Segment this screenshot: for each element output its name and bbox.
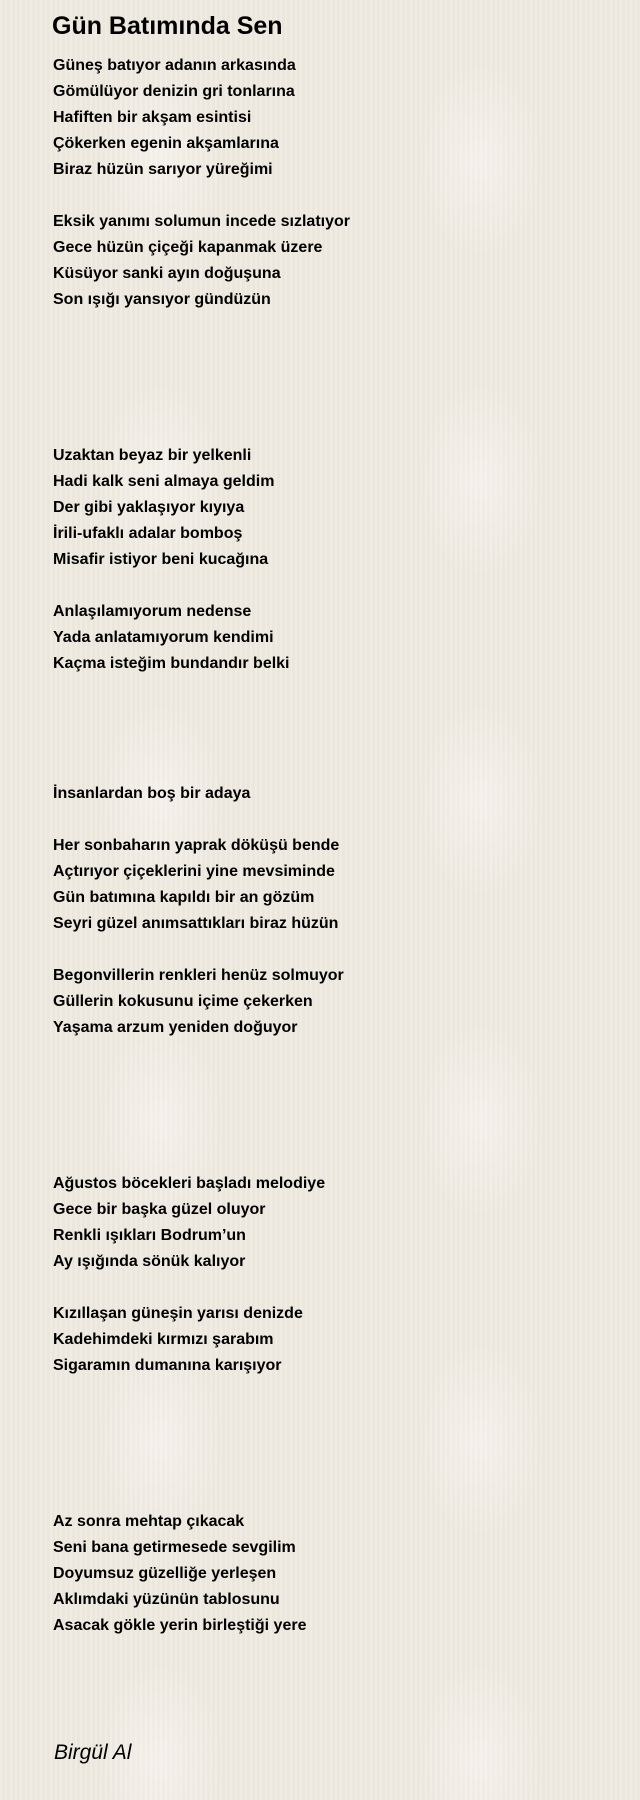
poem-line: Der gibi yaklaşıyor kıyıya — [53, 499, 245, 516]
poem-line: Kızıllaşan güneşin yarısı denizde — [53, 1305, 303, 1322]
poem-line: Asacak gökle yerin birleştiği yere — [53, 1617, 307, 1634]
stanza — [53, 781, 613, 807]
poem-line: Ay ışığında sönük kalıyor — [53, 1253, 246, 1270]
stanza-break — [53, 573, 613, 599]
stanza — [53, 209, 613, 313]
poem-line: Kaçma isteğim bundandır belki — [53, 655, 290, 672]
poem-line: Ağustos böcekleri başladı melodiye — [53, 1175, 326, 1192]
stanza-break — [53, 365, 613, 391]
stanza-break — [53, 391, 613, 417]
poem-line: Uzaktan beyaz bir yelkenli — [53, 447, 252, 464]
stanza-break — [53, 729, 613, 755]
stanza-break — [53, 1405, 613, 1431]
stanza-break — [53, 339, 613, 365]
poem-line: Renkli ışıkları Bodrum’un — [53, 1227, 246, 1244]
poem-line: Güllerin kokusunu içime çekerken — [53, 993, 313, 1010]
stanza-break — [53, 1275, 613, 1301]
poem-line: Az sonra mehtap çıkacak — [53, 1513, 245, 1530]
stanza-break — [53, 1067, 613, 1093]
poem-line: Çökerken egenin akşamlarına — [53, 135, 279, 152]
poem-line: Hafiften bir akşam esintisi — [53, 109, 252, 126]
stanza — [53, 1509, 613, 1639]
poem-line: Açtırıyor çiçeklerini yine mevsiminde — [53, 863, 335, 880]
stanza-break — [53, 677, 613, 703]
poem-line: İnsanlardan boş bir adaya — [53, 785, 251, 802]
stanza — [53, 1171, 613, 1275]
stanza-break — [53, 417, 613, 443]
poem-line: Gece bir başka güzel oluyor — [53, 1201, 266, 1218]
poem-line: Doyumsuz güzelliğe yerleşen — [53, 1565, 277, 1582]
poem-line: Gün batımına kapıldı bir an gözüm — [53, 889, 315, 906]
stanza-break — [53, 1457, 613, 1483]
stanza-break — [53, 1483, 613, 1509]
stanza-break — [53, 1379, 613, 1405]
poem-body — [53, 53, 613, 1639]
stanza-break — [53, 313, 613, 339]
poem-line: Son ışığı yansıyor gündüzün — [53, 291, 271, 308]
poem-line: Sigaramın dumanına karışıyor — [53, 1357, 282, 1374]
poem-line: Eksik yanımı solumun incede sızlatıyor — [53, 213, 350, 230]
stanza — [53, 599, 613, 677]
poem-line: Her sonbaharın yaprak döküşü bende — [53, 837, 340, 854]
poem-line: İrili-ufaklı adalar bomboş — [53, 525, 243, 542]
stanza-break — [53, 1119, 613, 1145]
stanza-break — [53, 703, 613, 729]
stanza — [53, 963, 613, 1041]
poem-line: Yaşama arzum yeniden doğuyor — [53, 1019, 298, 1036]
stanza — [53, 1301, 613, 1379]
poem-line: Misafir istiyor beni kucağına — [53, 551, 269, 568]
stanza — [53, 443, 613, 573]
stanza-break — [53, 1145, 613, 1171]
stanza-break — [53, 937, 613, 963]
poem-line: Biraz hüzün sarıyor yüreğimi — [53, 161, 273, 178]
stanza-break — [53, 183, 613, 209]
poem-line: Kadehimdeki kırmızı şarabım — [53, 1331, 274, 1348]
poem-line: Seyri güzel anımsattıkları biraz hüzün — [53, 915, 339, 932]
poem-line: Begonvillerin renkleri henüz solmuyor — [53, 967, 344, 984]
stanza-break — [53, 1093, 613, 1119]
poem-line: Yada anlatamıyorum kendimi — [53, 629, 274, 646]
stanza — [53, 53, 613, 183]
poem-line: Güneş batıyor adanın arkasında — [53, 57, 296, 74]
poem-line: Anlaşılamıyorum nedense — [53, 603, 252, 620]
poem-line: Hadi kalk seni almaya geldim — [53, 473, 275, 490]
stanza-break — [53, 807, 613, 833]
poem-line: Küsüyor sanki ayın doğuşuna — [53, 265, 281, 282]
poem-line: Gece hüzün çiçeği kapanmak üzere — [53, 239, 323, 256]
stanza-break — [53, 1041, 613, 1067]
stanza-break — [53, 1431, 613, 1457]
stanza — [53, 833, 613, 937]
author-name: Birgül Al — [54, 1741, 132, 1764]
poem-line: Gömülüyor denizin gri tonlarına — [53, 83, 295, 100]
poem-line: Seni bana getirmesede sevgilim — [53, 1539, 296, 1556]
poem-line: Aklımdaki yüzünün tablosunu — [53, 1591, 280, 1608]
stanza-break — [53, 755, 613, 781]
poem-title: Gün Batımında Sen — [52, 12, 283, 40]
